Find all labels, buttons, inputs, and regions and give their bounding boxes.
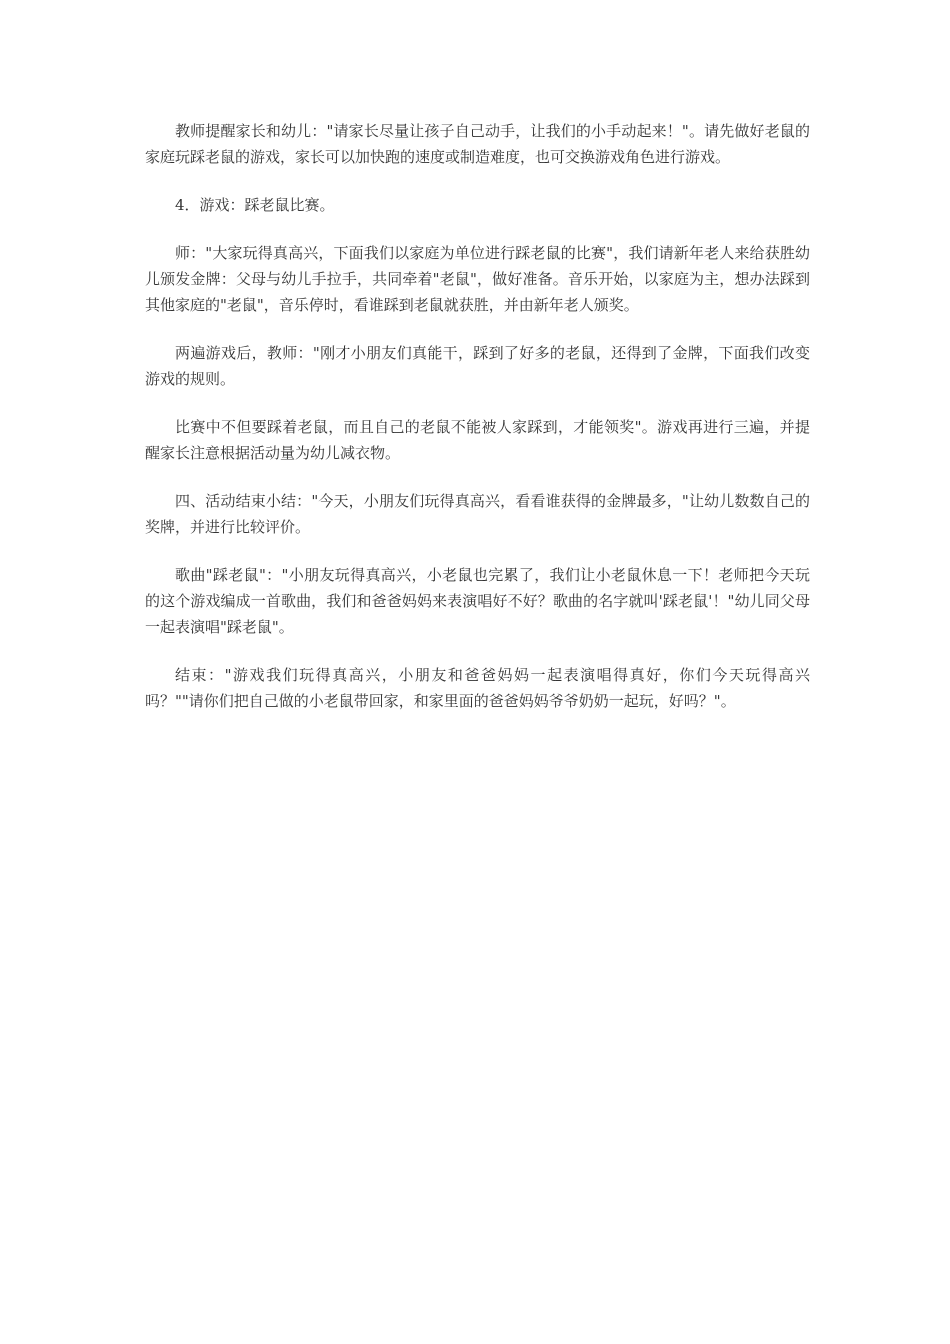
paragraph-ending: 结束："游戏我们玩得真高兴，小朋友和爸爸妈妈一起表演唱得真好，你们今天玩得高兴吗？""请你们把自己做的小老鼠带回家，和家里面的爸爸妈妈爷爷奶奶一起玩，好吗？"。 [145,666,810,710]
paragraph-summary: 四、活动结束小结："今天，小朋友们玩得真高兴，看看谁获得的金牌最多，"让幼儿数数自己的奖牌，并进行比较评价。 [145,492,810,536]
paragraph-game-rules: 师："大家玩得真高兴，下面我们以家庭为单位进行踩老鼠的比赛"，我们请新年老人来给获胜幼儿颁发金牌：父母与幼儿手拉手，共同牵着"老鼠"，做好准备。音乐开始，以家庭为主，想办法踩到其他家庭的"老鼠"，音乐停时，看谁踩到老鼠就获胜，并由新年老人颁奖。 [145,244,810,314]
document-body [145,118,810,736]
paragraph-new-rule: 比赛中不但要踩着老鼠，而且自己的老鼠不能被人家踩到，才能领奖"。游戏再进行三遍，并提醒家长注意根据活动量为幼儿减衣物。 [145,418,810,462]
paragraph-song: 歌曲"踩老鼠"："小朋友玩得真高兴，小老鼠也完累了，我们让小老鼠休息一下！老师把今天玩的这个游戏编成一首歌曲，我们和爸爸妈妈来表演唱好不好？歌曲的名字就叫'踩老鼠'！"幼儿同父母一起表演唱"踩老鼠"。 [145,566,810,636]
paragraph-teacher-reminder: 教师提醒家长和幼儿："请家长尽量让孩子自己动手，让我们的小手动起来！"。请先做好老鼠的家庭玩踩老鼠的游戏，家长可以加快跑的速度或制造难度，也可交换游戏角色进行游戏。 [145,122,810,166]
paragraph-after-two-rounds: 两遍游戏后，教师："刚才小朋友们真能干，踩到了好多的老鼠，还得到了金牌，下面我们改变游戏的规则。 [145,344,810,388]
paragraph-game-heading: 4．游戏：踩老鼠比赛。 [175,196,335,214]
